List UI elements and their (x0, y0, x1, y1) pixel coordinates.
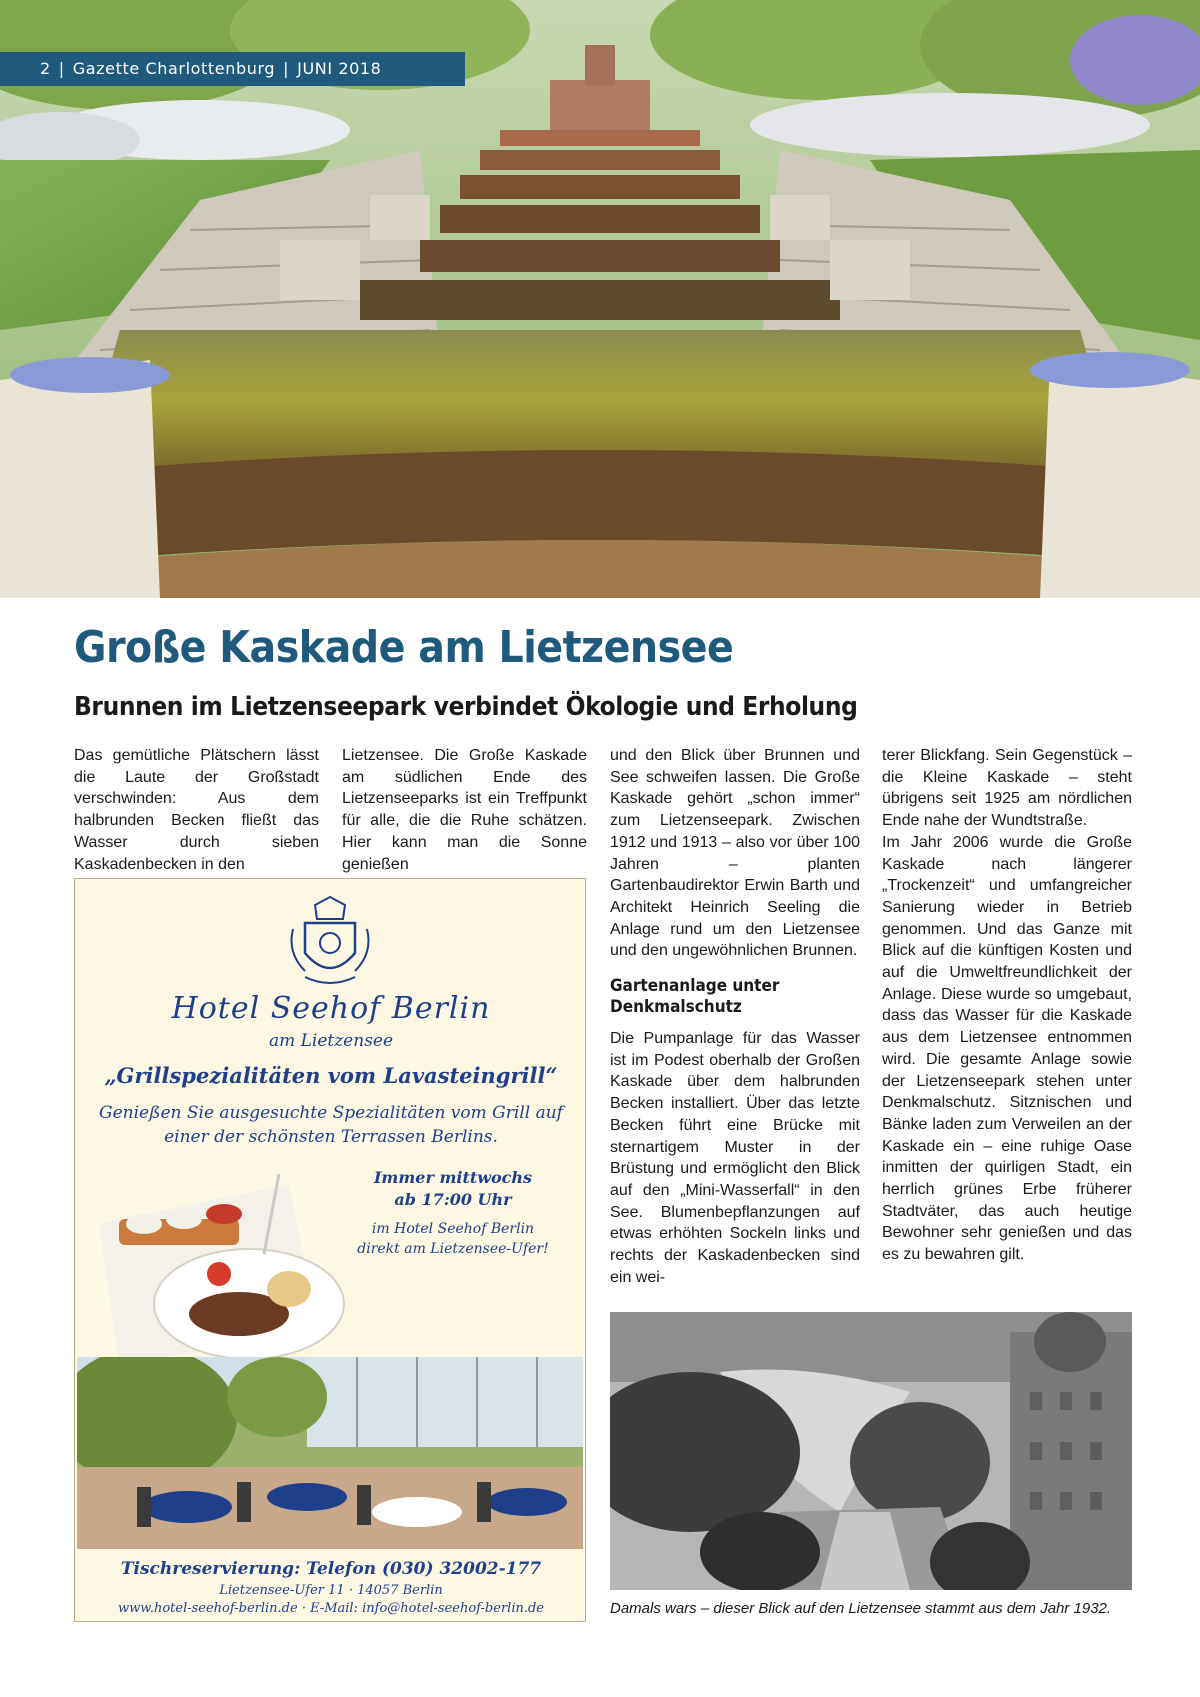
article-title: Große Kaskade am Lietzensee (74, 622, 734, 673)
ad-schedule (343, 1167, 563, 1211)
section-heading: Gartenanlage unter Denkmalschutz (610, 976, 780, 1018)
header-separator: | (283, 59, 290, 78)
hotel-name: Hotel Seehof Berlin (171, 991, 491, 1026)
article-paragraph: Lietzensee. Die Große Kaskade am südlichen Ende des Lietzenseeparks ist ein Treffpunkt für alle, die die Ruhe schätzen. Hier kann man die Sonne genießen (342, 747, 587, 873)
ad-schedule-time: ab 17:00 Uhr (394, 1190, 512, 1209)
hero-photo-cascade (0, 0, 1200, 598)
ad-phone: Tischreservierung: Telefon (030) 32002-177 (120, 1559, 542, 1579)
grill-food-photo (89, 1164, 349, 1364)
article-paragraph: Das gemütliche Plätschern lässt die Laute der Großstadt verschwinden: Aus dem halbrunden Becken fließt das Wasser durch sieben Kaskadenbecken in den (74, 747, 319, 873)
ad-location-note (333, 1219, 573, 1259)
historic-lake-illustration (610, 1312, 1132, 1590)
issue-date: JUNI 2018 (297, 59, 382, 78)
article-column-4 (882, 745, 1132, 1266)
page-header (0, 52, 465, 86)
header-separator: | (58, 59, 65, 78)
ad-location-line: im Hotel Seehof Berlin (371, 1221, 535, 1237)
cascade-illustration (0, 0, 1200, 598)
hotel-location: am Lietzensee (268, 1031, 394, 1051)
article-paragraph: terer Blickfang. Sein Gegenstück – die Kleine Kaskade – steht übrigens seit 1925 am nördlichen Ende nahe der Wundtstraße. (882, 747, 1132, 830)
article-column-2 (342, 745, 587, 875)
hotel-advertisement (74, 878, 586, 1622)
ad-headline: „Grillspezialitäten vom Lavasteingrill“ (104, 1063, 558, 1088)
publication-name: Gazette Charlottenburg (72, 59, 276, 78)
article-paragraph: und den Blick über Brunnen und See schweifen lassen. Die Große Kaskade gehört „schon immer“ zum Lietzenseepark. Zwischen 1912 und 1913 – also vor über 100 Jahren – planten Gartenbaudirektor Erwin Barth und Architekt Heinrich Seeling die Anlage rund um den Lietzensee und den ungewöhnlichen Brunnen. (610, 747, 860, 960)
article-subtitle: Brunnen im Lietzenseepark verbindet Ökologie und Erholung (74, 692, 858, 722)
ad-web-contact: www.hotel-seehof-berlin.de · E-Mail: info@hotel-seehof-berlin.de (117, 1601, 544, 1616)
hotel-terrace-photo (77, 1357, 583, 1549)
article-paragraph: Die Pumpanlage für das Wasser ist im Podest oberhalb der Großen Kaskade über dem halbrunden Becken installiert. Über das letzte Becken führt eine Brücke mit sternartigem Muster in der Brüstung und ermöglicht den Blick auf den „Mini-Wasserfall“ in den See. Blumenbepflanzungen auf etwas erhöhten Sockeln links und rechts der Kaskadenbecken sind ein wei- (610, 1030, 860, 1286)
ad-address: Lietzensee-Ufer 11 · 14057 Berlin (219, 1583, 443, 1598)
ad-tagline: Genießen Sie ausgesuchte Spezialitäten vom Grill auf einer der schönsten Terrassen Berlins. (99, 1103, 563, 1147)
ad-schedule-day: Immer mittwochs (373, 1168, 533, 1187)
page-number: 2 (40, 59, 51, 78)
ad-location-line: direkt am Lietzensee-Ufer! (357, 1241, 549, 1257)
article-column-1 (74, 745, 319, 875)
article-paragraph: Im Jahr 2006 wurde die Große Kaskade nach längerer „Trockenzeit“ und umfangreicher Sanierung wieder in Betrieb genommen. Und das Ganze mit Blick auf die künftigen Kosten und auf die Umweltfreundlichkeit der Anlage. Diese wurde so umgebaut, dass das Wasser für die Kaskade aus dem Lietzensee entnommen wird. Die gesamte Anlage sowie der Lietzenseepark stehen unter Denkmalschutz. Sitznischen und Bänke laden zum Verweilen an der Kaskade ein – eine ruhige Oase inmitten der quirligen Stadt, ein herrlich grünes Erbe früherer Stadtväter, das auch heutige Bewohner sehr genießen und das es zu bewahren gilt. (882, 833, 1132, 1264)
hotel-crest-logo (285, 893, 375, 989)
article-column-3 (610, 745, 860, 1288)
photo-caption: Damals wars – dieser Blick auf den Lietzensee stammt aus dem Jahr 1932. (610, 1600, 1112, 1617)
historic-photo-1932 (610, 1312, 1132, 1590)
